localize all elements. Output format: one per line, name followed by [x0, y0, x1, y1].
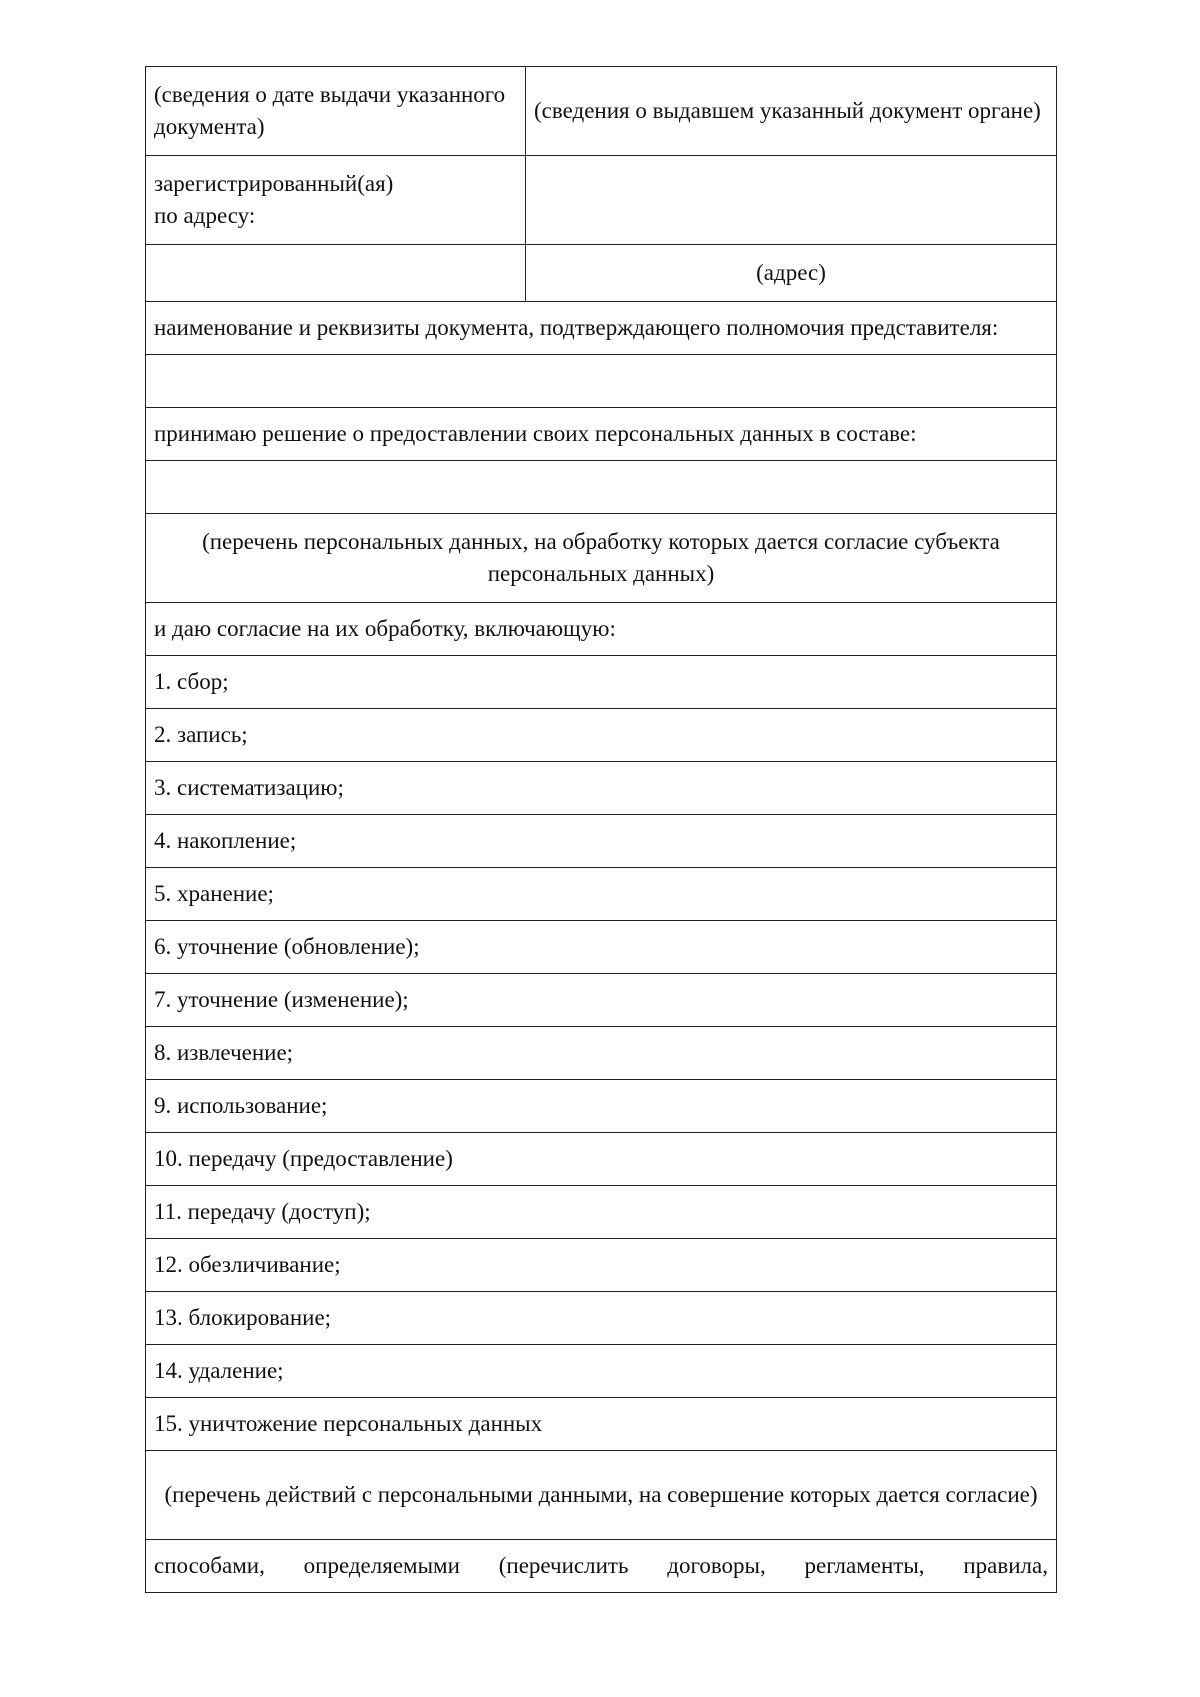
rep-doc-field[interactable]	[146, 355, 1057, 408]
action-item: 9. использование;	[146, 1080, 1057, 1133]
methods-label: способами, определяемыми (перечислить договоры, регламенты, правила,	[146, 1540, 1057, 1593]
action-row	[146, 1080, 1057, 1133]
action-item: 6. уточнение (обновление);	[146, 921, 1057, 974]
action-item: 5. хранение;	[146, 868, 1057, 921]
issue-date-info: (сведения о дате выдачи указанного документа)	[146, 67, 526, 156]
rep-doc-label: наименование и реквизиты документа, подтверждающего полномочия представителя:	[146, 302, 1057, 355]
table-row	[146, 302, 1057, 355]
issuer-info: (сведения о выдавшем указанный документ органе)	[526, 67, 1057, 156]
action-row	[146, 815, 1057, 868]
empty-cell	[146, 245, 526, 302]
table-row	[146, 603, 1057, 656]
action-row	[146, 974, 1057, 1027]
action-item: 10. передачу (предоставление)	[146, 1133, 1057, 1186]
address-caption: (адрес)	[526, 245, 1057, 302]
action-item: 7. уточнение (изменение);	[146, 974, 1057, 1027]
action-row	[146, 1345, 1057, 1398]
action-row	[146, 921, 1057, 974]
registered-address-field[interactable]	[526, 156, 1057, 245]
registered-label-line2: по адресу:	[154, 203, 256, 228]
action-row	[146, 709, 1057, 762]
decision-label: принимаю решение о предоставлении своих персональных данных в составе:	[146, 408, 1057, 461]
table-row	[146, 514, 1057, 603]
action-item: 4. накопление;	[146, 815, 1057, 868]
table-row	[146, 1540, 1057, 1593]
registered-label	[146, 156, 526, 245]
action-item: 13. блокирование;	[146, 1292, 1057, 1345]
action-item: 8. извлечение;	[146, 1027, 1057, 1080]
action-row	[146, 1398, 1057, 1451]
action-item: 15. уничтожение персональных данных	[146, 1398, 1057, 1451]
table-row	[146, 461, 1057, 514]
action-item: 1. сбор;	[146, 656, 1057, 709]
table-row	[146, 355, 1057, 408]
registered-label-line1: зарегистрированный(ая)	[154, 171, 394, 196]
action-item: 3. систематизацию;	[146, 762, 1057, 815]
action-row	[146, 1186, 1057, 1239]
action-item: 12. обезличивание;	[146, 1239, 1057, 1292]
action-row	[146, 656, 1057, 709]
table-row	[146, 1451, 1057, 1540]
actions-caption: (перечень действий с персональными данными, на совершение которых дается согласие)	[146, 1451, 1057, 1540]
action-row	[146, 1027, 1057, 1080]
action-row	[146, 1133, 1057, 1186]
table-row	[146, 408, 1057, 461]
action-row	[146, 868, 1057, 921]
action-row	[146, 1292, 1057, 1345]
table-row	[146, 245, 1057, 302]
personal-data-caption: (перечень персональных данных, на обработку которых дается согласие субъекта персональных данных)	[146, 514, 1057, 603]
personal-data-field[interactable]	[146, 461, 1057, 514]
consent-label: и даю согласие на их обработку, включающую:	[146, 603, 1057, 656]
table-row	[146, 67, 1057, 156]
consent-form-table	[145, 66, 1057, 1593]
action-item: 11. передачу (доступ);	[146, 1186, 1057, 1239]
action-item: 14. удаление;	[146, 1345, 1057, 1398]
action-item: 2. запись;	[146, 709, 1057, 762]
action-row	[146, 1239, 1057, 1292]
action-row	[146, 762, 1057, 815]
table-row	[146, 156, 1057, 245]
